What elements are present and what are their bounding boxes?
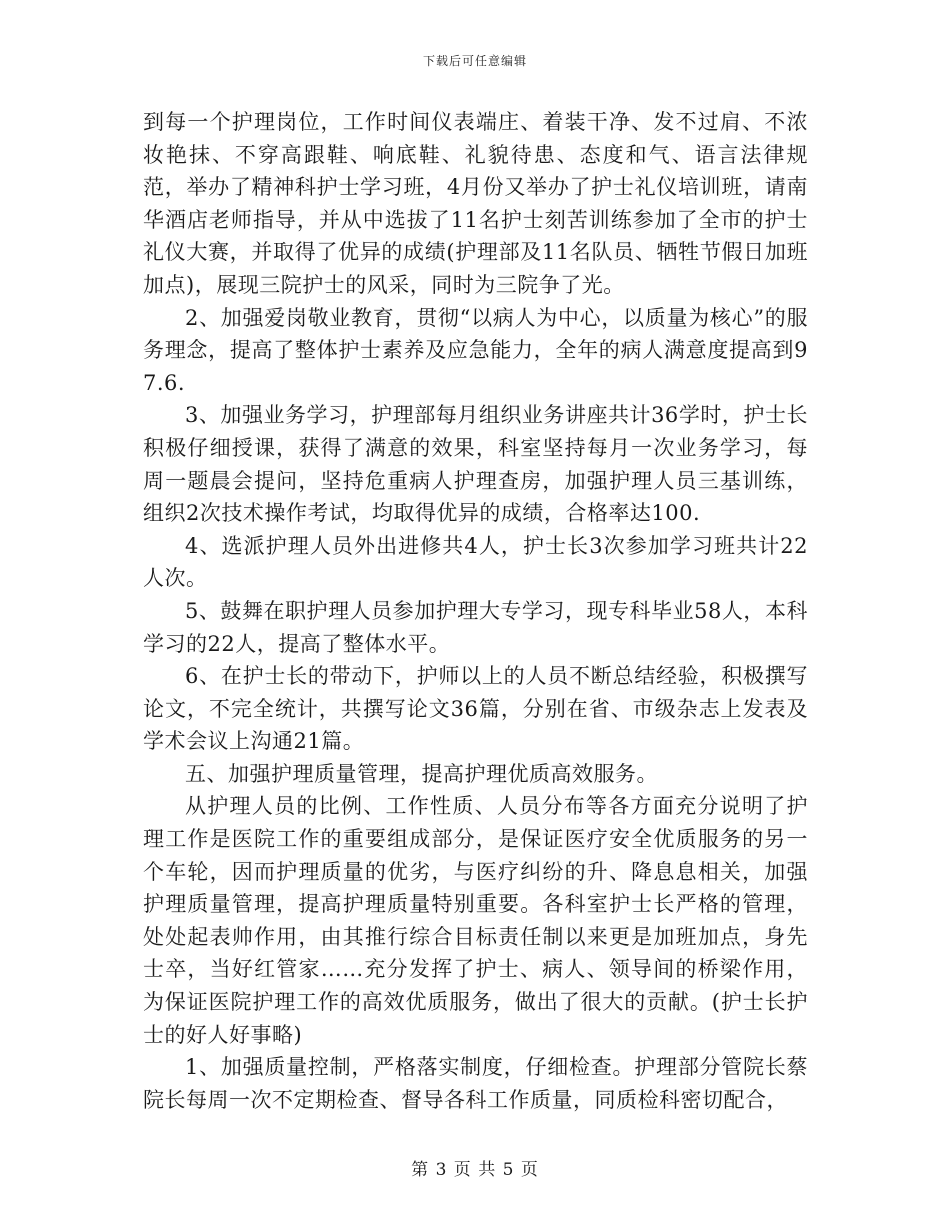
paragraph-7: 从护理人员的比例、工作性质、人员分布等各方面充分说明了护理工作是医院工作的重要组成部分，是保证医疗安全优质服务的另一个车轮，因而护理质量的优劣，与医疗纠纷的升、降息息相关，加强护理质量管理，提高护理质量特别重要。各科室护士长严格的管理，处处起表帅作用，由其推行综合目标责任制以来更是加班加点，身先士卒，当好红管家……充分发挥了护士、病人、领导间的桥梁作用，为保证医院护理工作的高效优质服务，做出了很大的贡献。(护士长护士的好人好事略) bbox=[143, 794, 808, 1047]
document-body bbox=[143, 106, 808, 1116]
paragraph-4: 4、选派护理人员外出进修共4人，护士长3次参加学习班共计22人次。 bbox=[143, 533, 808, 591]
paragraph-2: 2、加强爱岗敬业教育，贯彻“以病人为中心，以质量为核心”的服务理念，提高了整体护士素养及应急能力，全年的病人满意度提高到97.6. bbox=[143, 305, 808, 395]
page-number: 第 3 页 共 5 页 bbox=[411, 1160, 539, 1180]
section-heading: 五、加强护理质量管理，提高护理优质高效服务。 bbox=[185, 761, 658, 786]
paragraph-8: 1、加强质量控制，严格落实制度，仔细检查。护理部分管院长蔡院长每周一次不定期检查、督导各科工作质量，同质检科密切配合， bbox=[143, 1055, 808, 1112]
paragraph-3: 3、加强业务学习，护理部每月组织业务讲座共计36学时，护士长积极仔细授课，获得了满意的效果，科室坚持每月一次业务学习，每周一题晨会提问，坚持危重病人护理查房，加强护理人员三基训练，组织2次技术操作考试，均取得优异的成绩，合格率达100. bbox=[143, 403, 808, 526]
paragraph-5: 5、鼓舞在职护理人员参加护理大专学习，现专科毕业58人，本科学习的22人，提高了整体水平。 bbox=[143, 598, 808, 656]
paragraph-6: 6、在护士长的带动下，护师以上的人员不断总结经验，积极撰写论文，不完全统计，共撰写论文36篇，分别在省、市级杂志上发表及学术会议上沟通21篇。 bbox=[143, 664, 808, 754]
paragraph-1: 到每一个护理岗位，工作时间仪表端庄、着装干净、发不过肩、不浓妆艳抹、不穿高跟鞋、响底鞋、礼貌待患、态度和气、语言法律规范，举办了精神科护士学习班，4月份又举办了护士礼仪培训班，请南华酒店老师指导，并从中选拔了11名护士刻苦训练参加了全市的护士礼仪大赛，并取得了优异的成绩(护理部及11名队员、牺牲节假日加班加点)，展现三院护士的风采，同时为三院争了光。 bbox=[143, 110, 808, 297]
page-header-note: 下载后可任意编辑 bbox=[422, 54, 527, 68]
